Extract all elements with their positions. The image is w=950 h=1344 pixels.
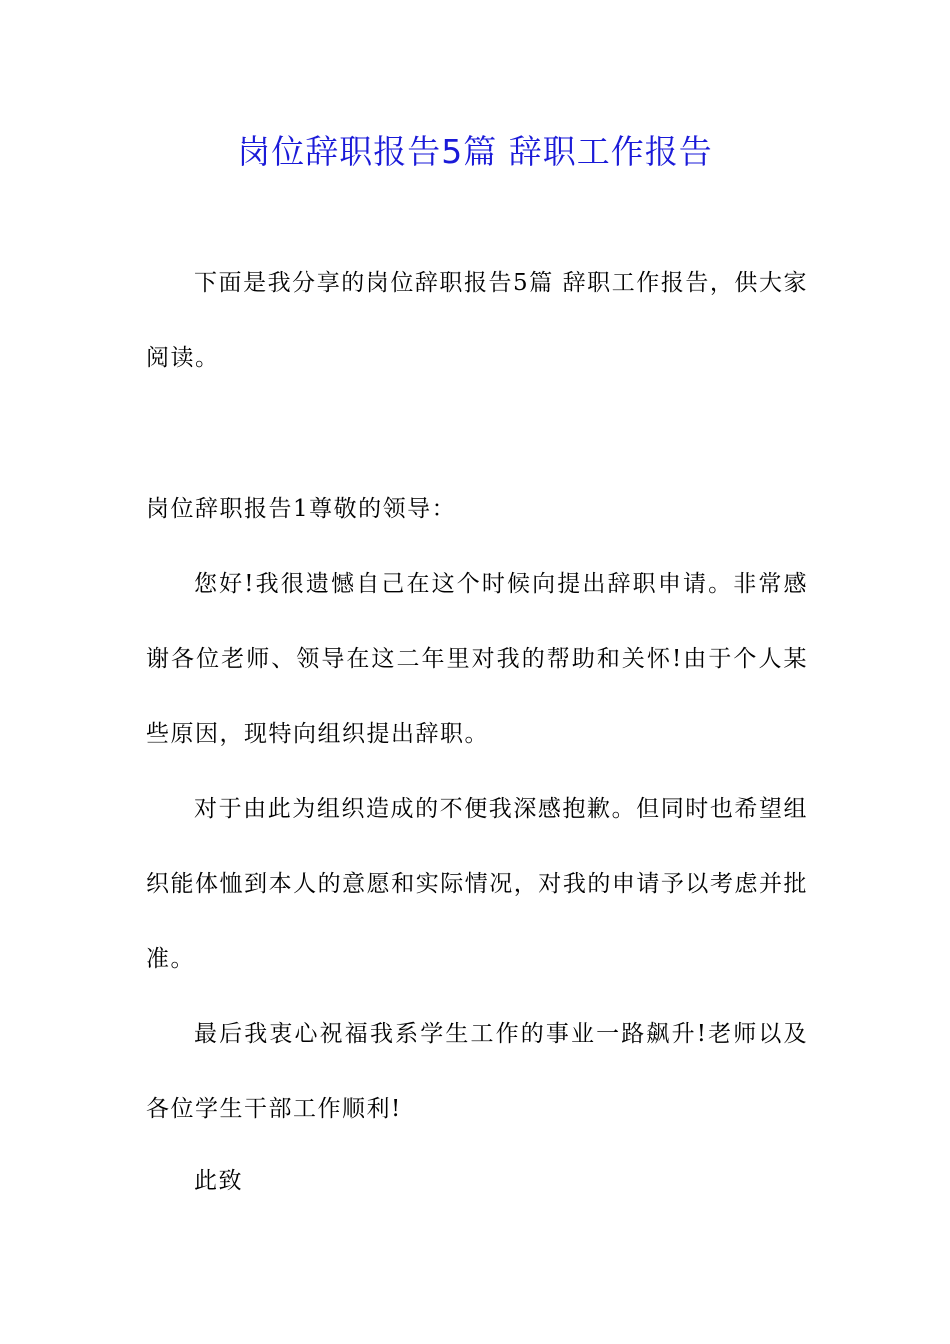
body-paragraph-1: 您好!我很遗憾自己在这个时候向提出辞职申请。非常感谢各位老师、领导在这二年里对我的帮助和关怀!由于个人某些原因，现特向组织提出辞职。 (146, 571, 808, 747)
letter-heading: 岗位辞职报告1尊敬的领导： (146, 496, 457, 522)
document-title: 岗位辞职报告5篇 辞职工作报告 (237, 132, 713, 171)
body-paragraph-2: 对于由此为组织造成的不便我深感抱歉。但同时也希望组织能体恤到本人的意愿和实际情况，对我的申请予以考虑并批准。 (146, 796, 808, 972)
closing-text: 此致 (194, 1168, 243, 1194)
body-paragraph-3: 最后我衷心祝福我系学生工作的事业一路飙升!老师以及各位学生干部工作顺利! (146, 1021, 808, 1122)
intro-paragraph: 下面是我分享的岗位辞职报告5篇 辞职工作报告，供大家阅读。 (146, 270, 808, 371)
